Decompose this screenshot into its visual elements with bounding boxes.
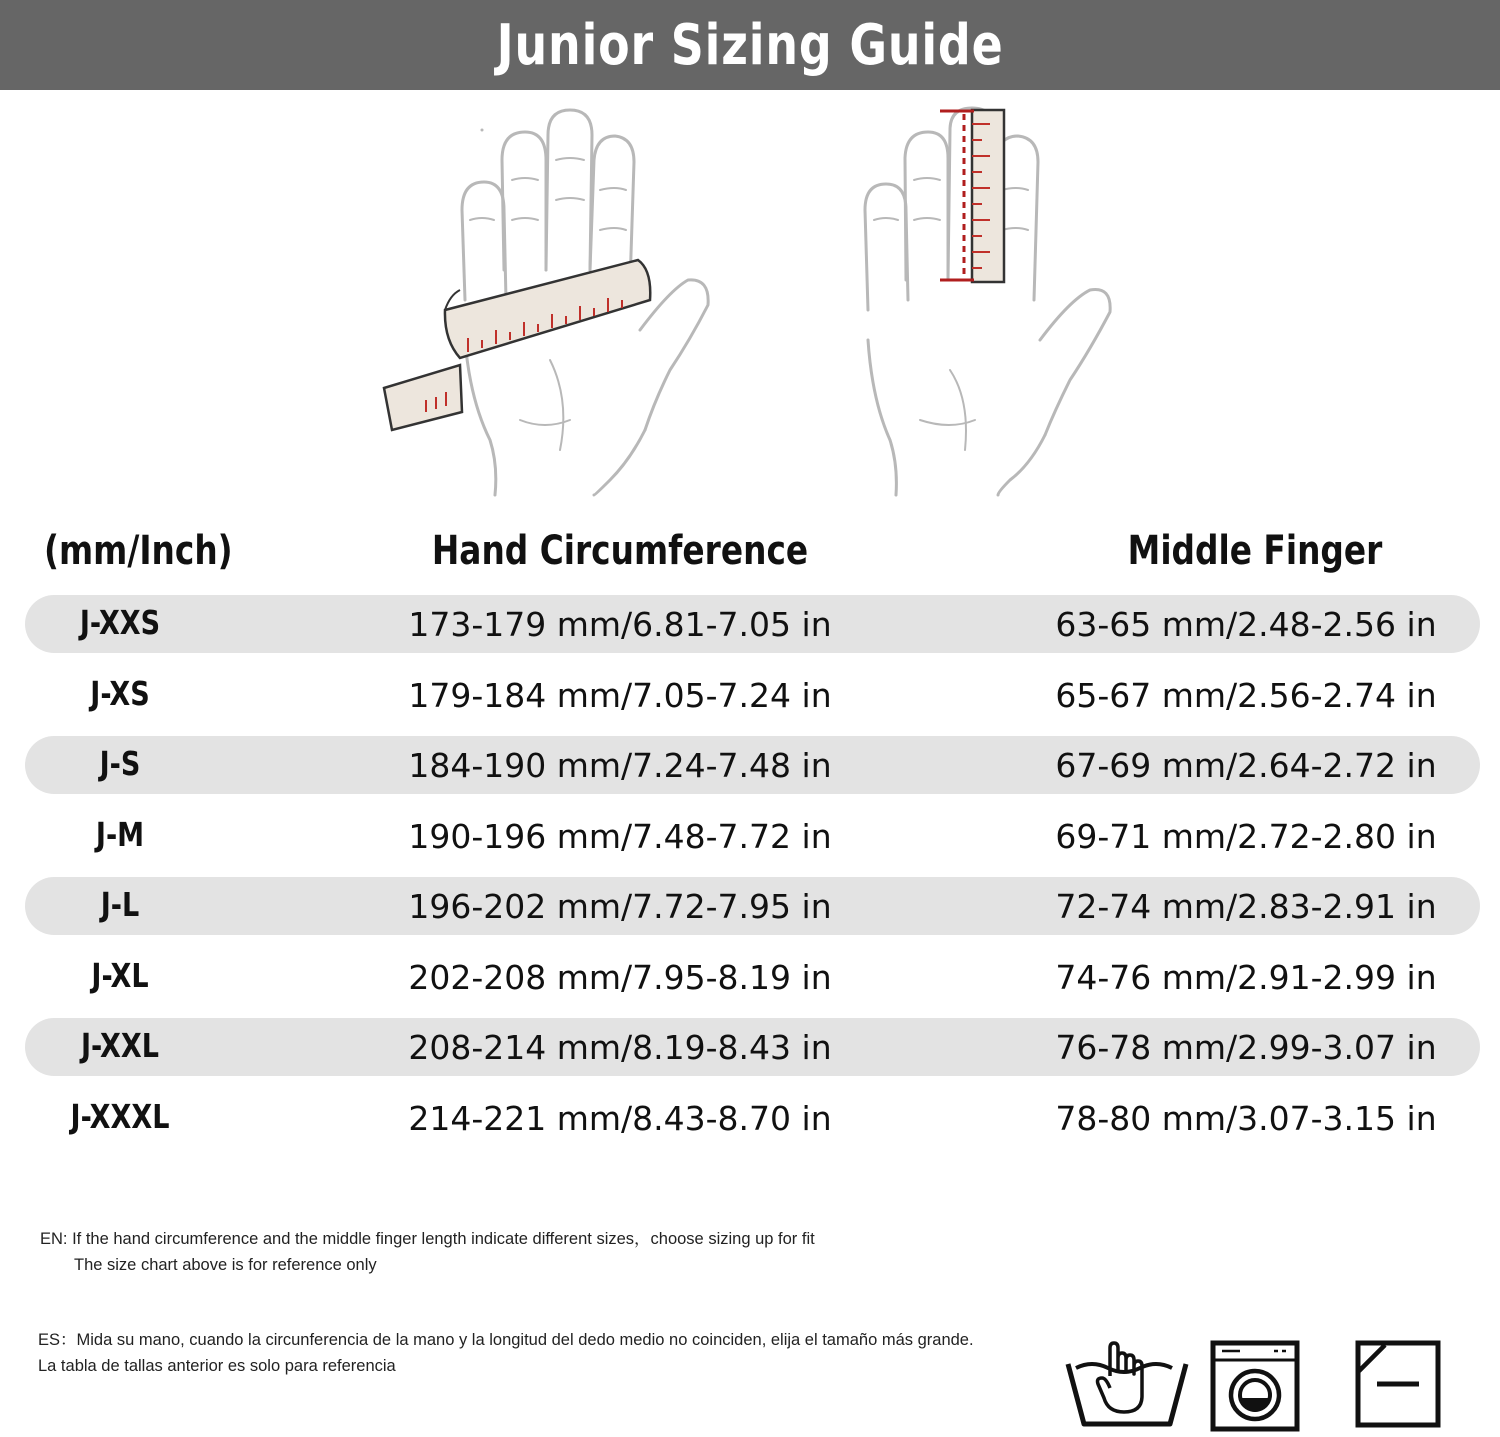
middle-finger-value: 65-67 mm/2.56-2.74 in xyxy=(1055,675,1437,715)
hand-circumference-value: 202-208 mm/7.95-8.19 in xyxy=(408,957,832,997)
size-label: J-L xyxy=(100,885,140,924)
hand-wash-care xyxy=(1062,1340,1192,1430)
note-spanish xyxy=(38,1327,974,1379)
size-label: J-XS xyxy=(90,673,150,713)
size-table xyxy=(25,595,1480,1159)
note-es-line1: ES：Mida su mano, cuando la circunferencia de la mano y la longitud del dedo medio no coinciden, elija el tamaño más grande. xyxy=(38,1331,974,1349)
hand-circumference-illustration xyxy=(370,100,730,500)
note-en-line1: EN: If the hand circumference and the middle finger length indicate different sizes，choose sizing up for fit xyxy=(40,1230,815,1248)
hand-circumference-measure-icon xyxy=(370,100,730,500)
middle-finger-measure-icon xyxy=(850,100,1130,500)
hand-circumference-value: 173-179 mm/6.81-7.05 in xyxy=(408,605,832,644)
hand-circumference-value: 208-214 mm/8.19-8.43 in xyxy=(408,1028,832,1067)
machine-wash-care xyxy=(1210,1340,1300,1432)
table-row xyxy=(25,736,1480,794)
note-es-line2: La tabla de tallas anterior es solo para referencia xyxy=(38,1357,396,1375)
size-label: J-S xyxy=(99,744,141,783)
table-row xyxy=(25,877,1480,935)
hand-circumference-value: 190-196 mm/7.48-7.72 in xyxy=(408,816,832,856)
middle-finger-value: 69-71 mm/2.72-2.80 in xyxy=(1055,816,1437,856)
middle-finger-value: 67-69 mm/2.64-2.72 in xyxy=(1055,746,1437,785)
line-dry-icon xyxy=(1355,1340,1441,1428)
table-row xyxy=(25,1089,1480,1147)
middle-finger-value: 76-78 mm/2.99-3.07 in xyxy=(1055,1028,1437,1067)
hand-circumference-header: Hand Circumference xyxy=(431,528,809,574)
size-label: J-XL xyxy=(91,955,149,995)
middle-finger-header: Middle Finger xyxy=(1127,528,1383,574)
table-row xyxy=(25,595,1480,653)
table-row xyxy=(25,807,1480,865)
page-title: Junior Sizing Guide xyxy=(496,12,1004,78)
title-banner xyxy=(0,0,1500,90)
note-en-line2: The size chart above is for reference only xyxy=(74,1256,377,1274)
table-row xyxy=(25,1018,1480,1076)
middle-finger-value: 72-74 mm/2.83-2.91 in xyxy=(1055,887,1437,926)
size-label: J-XXXL xyxy=(70,1096,170,1136)
hand-circumference-value: 179-184 mm/7.05-7.24 in xyxy=(408,675,832,715)
size-label: J-XXL xyxy=(80,1026,160,1065)
table-row xyxy=(25,948,1480,1006)
middle-finger-value: 63-65 mm/2.48-2.56 in xyxy=(1055,605,1437,644)
hand-circumference-value: 184-190 mm/7.24-7.48 in xyxy=(408,746,832,785)
middle-finger-value: 74-76 mm/2.91-2.99 in xyxy=(1055,957,1437,997)
hand-wash-icon xyxy=(1062,1340,1192,1430)
table-row xyxy=(25,666,1480,724)
unit-header: (mm/Inch) xyxy=(44,528,233,574)
middle-finger-illustration xyxy=(850,100,1130,500)
middle-finger-value: 78-80 mm/3.07-3.15 in xyxy=(1055,1098,1437,1138)
hand-circumference-value: 214-221 mm/8.43-8.70 in xyxy=(408,1098,832,1138)
line-dry-care xyxy=(1355,1340,1441,1428)
note-english xyxy=(40,1226,815,1278)
size-label: J-M xyxy=(95,814,145,854)
hand-circumference-value: 196-202 mm/7.72-7.95 in xyxy=(408,887,832,926)
size-label: J-XXS xyxy=(79,603,161,642)
machine-wash-icon xyxy=(1210,1340,1300,1432)
